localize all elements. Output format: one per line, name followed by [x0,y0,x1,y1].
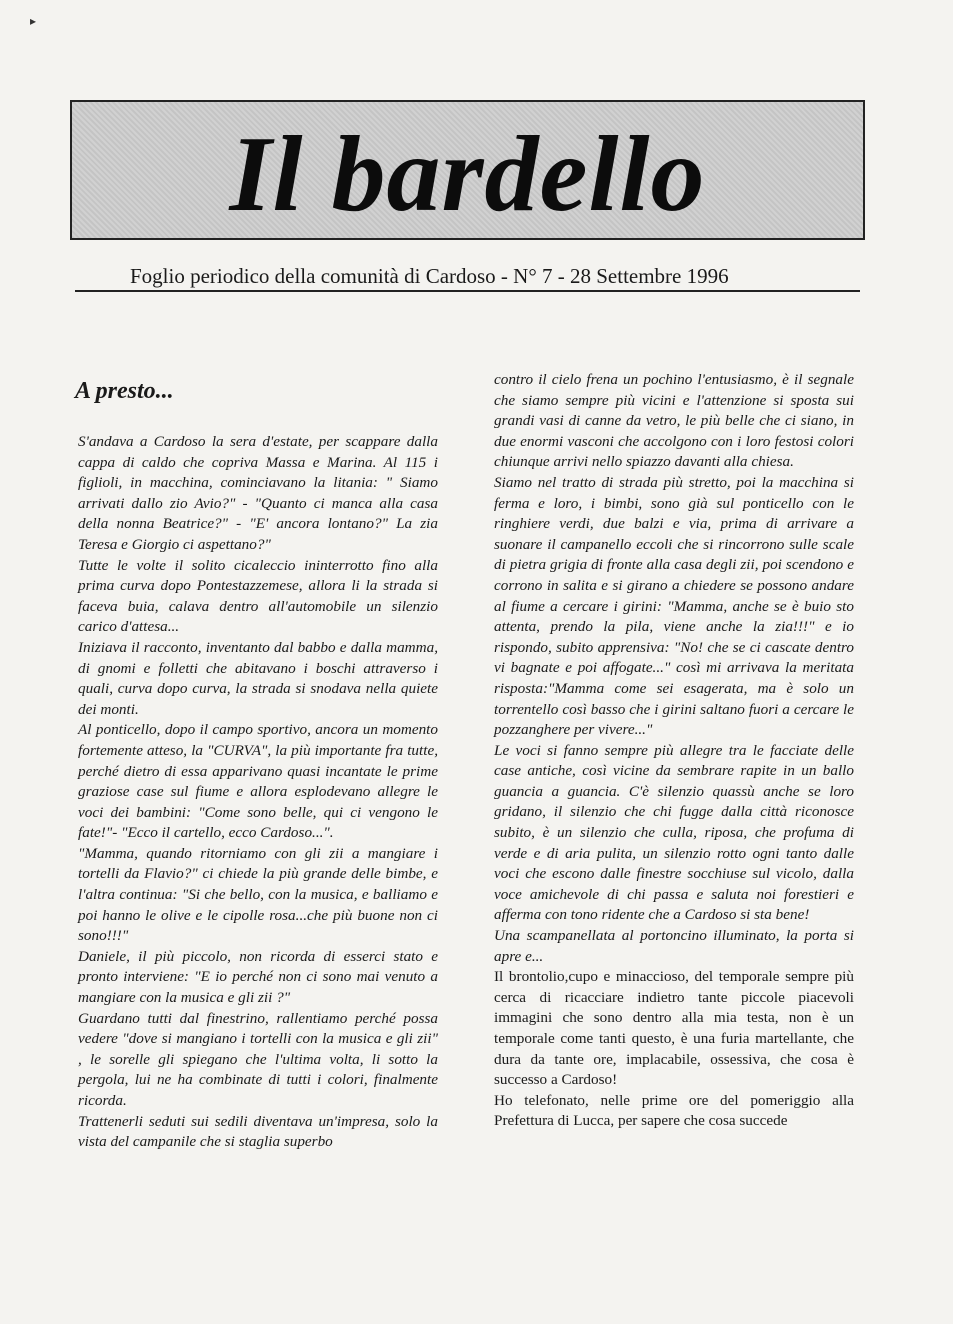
article-heading: A presto... [75,378,174,404]
paragraph: Siamo nel tratto di strada più stretto, poi la macchina si ferma e loro, i bimbi, sono già sul ponticello con le ringhiere verdi, due balzi e via, prima di arrivare a suonare il campanello eccoli che si rincorrono sulle scale di pietra grigia di fronte alla casa degli zii, poi scendono e corrono in salita e si girano a chiedere se possono andare al fiume a cercare i girini: "Mamma, anche se è buio sto attenta, prendo la pila, viene anche la zia!!!" e io rispondo, subito apprensiva: "No! che se ci cascate dentro vi bagnate e poi affogate..." così mi arrivava la meritata risposta:"Mamma come sei esagerata, ma è solo un torrentello così basso che i girini saltano fuori a cercare le pozzanghere per vivere..." [494,473,854,739]
paragraph: Tutte le volte il solito cicaleccio ininterrotto fino alla prima curva dopo Pontestazzemese, allora li la strada si faceva buia, calava dentro all'automobile un silenzio carico d'attesa... [78,556,438,636]
masthead [70,100,865,240]
masthead-rule [75,290,860,292]
corner-mark: ▸ [30,14,37,28]
article-right-column [494,370,854,1132]
paragraph: Una scampanellata al portoncino illuminato, la porta si apre e... [494,927,854,965]
masthead-title: Il bardello [229,115,706,234]
article-left-column [78,432,438,1153]
paragraph: S'andava a Cardoso la sera d'estate, per scappare dalla cappa di caldo che copriva Massa e Marina. Al 115 i figlioli, in macchina, cominciavano la litania: " Siamo arrivati dallo zio Avio?" - "Quanto ci manca alla casa della nonna Beatrice?" - "E' ancora lontano?" La zia Teresa e Giorgio ci aspettano?" [78,433,438,553]
paragraph: contro il cielo frena un pochino l'entusiasmo, è il segnale che siamo sempre più vicini e l'attenzione si sposta sui grandi vasi di canne da vetro, le più belle che ci siano, in due enormi vasconi che accolgono con i loro festosi colori chiunque arrivi nello spiazzo davanti alla chiesa. [494,371,854,471]
paragraph: Al ponticello, dopo il campo sportivo, ancora un momento fortemente atteso, la "CURVA", la più importante fra tutte, perché dietro di essa apparivano quasi incantate le prime graziose case sul fiume e allora esplodevano allegre le voci dei bambini: "Come sono belle, qui ci vengono le fate!"- "Ecco il cartello, ecco Cardoso...". [78,721,438,842]
paragraph: Iniziava il racconto, inventanto dal babbo e dalla mamma, di gnomi e folletti che abitavano i boschi attraverso i quali, curva dopo curva, la strada si snodava nella quiete dei monti. [78,638,438,718]
paragraph: "Mamma, quando ritorniamo con gli zii a mangiare i tortelli da Flavio?" ci chiede la più grande delle bimbe, e l'altra continua: "Si che bello, con la musica, e balliamo e poi hanno le olive e le cipolle rosa...che più buone non ci sono!!!" [78,844,438,945]
paragraph: Il brontolio,cupo e minaccioso, del temporale sempre più cerca di ricacciare indietro tante piccole piacevoli immagini che sono dentro alla mia testa, non è un temporale come tanti questo, è una furia martellante, che dura da tante ore, implacabile, ossessiva, che cosa è successo a Cardoso! [494,968,854,1089]
paragraph: Ho telefonato, nelle prime ore del pomeriggio alla Prefettura di Lucca, per sapere che cosa succede [494,1091,854,1130]
paragraph: Daniele, il più piccolo, non ricorda di esserci stato e pronto interviene: "E io perché non ci sono mai venuto a mangiare con la musica e gli zii ?" [78,947,438,1007]
paragraph: Trattenerli seduti sui sedili diventava un'impresa, solo la vista del campanile che si staglia superbo [78,1112,438,1151]
paragraph: Guardano tutti dal finestrino, rallentiamo perché possa vedere "dove si mangiano i tortelli con la musica e gli zii" , le sorelle gli spiegano che l'ultima volta, li sotto la pergola, lui ne ha combinate di tutti i colori, finalmente ricorda. [78,1009,438,1109]
paragraph: Le voci si fanno sempre più allegre tra le facciate delle case antiche, così vicine da sembrare rapite in un ballo guancia a guancia. C'è silenzio quassù anche se loro gridano, il silenzio che chi fugge dalla città riconosce subito, è un silenzio che culla, riposa, che profuma di verde e di aria pulita, un silenzio rotto ogni tanto dalle voci che escono dalle finestre socchiuse sul vicolo, dalla voce amichevole di chi passa e saluta noi forestieri e afferma con tono ridente che a Cardoso si sta bene! [494,741,854,924]
masthead-subtitle: Foglio periodico della comunità di Cardoso - N° 7 - 28 Settembre 1996 [130,264,729,288]
